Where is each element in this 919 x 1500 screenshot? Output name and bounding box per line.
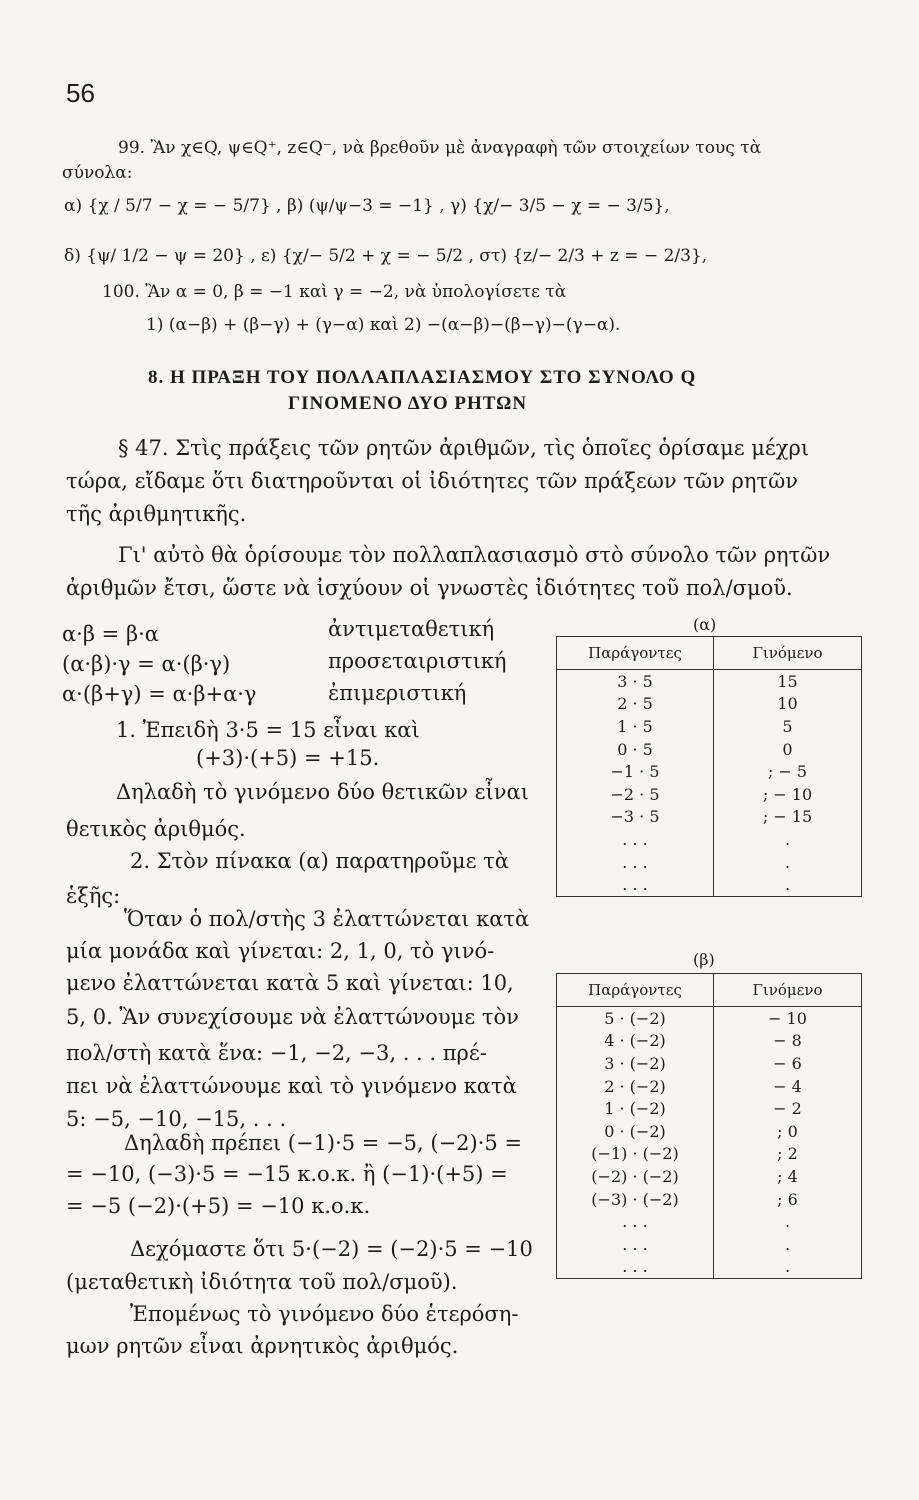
factors-cell: . . . [557, 828, 714, 851]
exercise-99-line1: 99. Ἂν χ∈Q, ψ∈Q⁺, z∈Q⁻, νὰ βρεθοῦν μὲ ἀναγραφὴ τῶν στοιχείων τους τὰ [118, 138, 762, 158]
product-cell: 0 [714, 738, 862, 761]
product-cell: ; 2 [714, 1143, 862, 1166]
product-cell: − 6 [714, 1052, 862, 1075]
table-a [556, 636, 862, 897]
formula-associative: (α·β)·γ = α·(β·γ) [62, 652, 231, 676]
table-row [557, 738, 862, 761]
table-b-caption: (β) [693, 950, 715, 969]
factors-cell: . . . [557, 1233, 714, 1256]
product-cell: − 4 [714, 1075, 862, 1098]
text-line: πει νὰ ἐλαττώνουμε καὶ τὸ γινόμενο κατὰ [66, 1074, 517, 1098]
table-row [557, 828, 862, 851]
table-a-header-factors: Παράγοντες [557, 637, 714, 670]
factors-cell: −1 · 5 [557, 760, 714, 783]
factors-cell: 0 · (−2) [557, 1120, 714, 1143]
product-cell: ; 4 [714, 1165, 862, 1188]
product-cell: ; − 15 [714, 806, 862, 829]
table-b-header-product: Γινόμενο [714, 974, 862, 1007]
table-row [557, 1097, 862, 1120]
formula-distributive-name: ἐπιμεριστική [328, 681, 467, 705]
product-cell: 5 [714, 715, 862, 738]
exercise-99-line2: σύνολα: [62, 163, 133, 183]
table-row [557, 873, 862, 896]
table-row [557, 806, 862, 829]
table-row [557, 1075, 862, 1098]
factors-cell: 4 · (−2) [557, 1030, 714, 1053]
text-line: 5: −5, −10, −15, . . . [66, 1107, 287, 1131]
factors-cell: 5 · (−2) [557, 1007, 714, 1030]
product-cell: . [714, 851, 862, 874]
page-number: 56 [66, 78, 95, 108]
product-cell: 15 [714, 670, 862, 693]
paragraph-47-line3: τῆς ἀριθμητικῆς. [66, 502, 247, 526]
product-cell: − 2 [714, 1097, 862, 1120]
table-row [557, 1143, 862, 1166]
table-row [557, 1165, 862, 1188]
section-subtitle: ΓΙΝΟΜΕΝΟ ΔΥΟ ΡΗΤΩΝ [288, 393, 528, 414]
product-cell: . [714, 873, 862, 896]
table-row [557, 693, 862, 716]
factors-cell: . . . [557, 1210, 714, 1233]
paragraph-47-line2: τώρα, εἴδαμε ὅτι διατηροῦνται οἱ ἰδιότητες τῶν πράξεων τῶν ρητῶν [66, 469, 798, 493]
text-line: 2. Στὸν πίνακα (α) παρατηροῦμε τὰ [130, 849, 509, 873]
table-a-caption: (α) [693, 615, 717, 634]
text-line: Δηλαδὴ πρέπει (−1)·5 = −5, (−2)·5 = [124, 1131, 523, 1155]
table-row [557, 760, 862, 783]
table-row [557, 1007, 862, 1030]
product-cell: . [714, 1256, 862, 1279]
paragraph-47-line1: § 47. Στὶς πράξεις τῶν ρητῶν ἀριθμῶν, τὶς ὁποῖες ὁρίσαμε μέχρι [118, 436, 810, 460]
text-line: (+3)·(+5) = +15. [196, 746, 380, 770]
text-line: = −10, (−3)·5 = −15 κ.ο.κ. ἢ (−1)·(+5) = [66, 1162, 508, 1186]
text-line: μων ρητῶν εἶναι ἀρνητικὸς ἀριθμός. [66, 1334, 459, 1358]
text-line: 5, 0. Ἂν συνεχίσουμε νὰ ἐλαττώνουμε τὸν [66, 1005, 519, 1029]
formula-commutative-name: ἀντιμεταθετική [328, 617, 495, 641]
table-row [557, 715, 862, 738]
formula-commutative: α·β = β·α [62, 622, 159, 646]
formula-distributive: α·(β+γ) = α·β+α·γ [62, 682, 257, 706]
table-row [557, 1052, 862, 1075]
text-line: Δηλαδὴ τὸ γινόμενο δύο θετικῶν εἶναι [116, 780, 529, 804]
factors-cell: (−1) · (−2) [557, 1143, 714, 1166]
table-row [557, 783, 862, 806]
text-line: ἑξῆς: [66, 884, 121, 908]
table-row [557, 1256, 862, 1279]
product-cell: − 10 [714, 1007, 862, 1030]
factors-cell: 2 · (−2) [557, 1075, 714, 1098]
factors-cell: 1 · 5 [557, 715, 714, 738]
text-line: = −5 (−2)·(+5) = −10 κ.ο.κ. [66, 1194, 371, 1218]
factors-cell: −3 · 5 [557, 806, 714, 829]
table-row [557, 670, 862, 693]
exercise-100-line1: 100. Ἂν α = 0, β = −1 καὶ γ = −2, νὰ ὑπολογίσετε τὰ [102, 282, 567, 302]
factors-cell: 1 · (−2) [557, 1097, 714, 1120]
product-cell: . [714, 828, 862, 851]
factors-cell: 0 · 5 [557, 738, 714, 761]
product-cell: ; − 10 [714, 783, 862, 806]
exercise-100-line2: 1) (α−β) + (β−γ) + (γ−α) καὶ 2) −(α−β)−(β−γ)−(γ−α). [146, 315, 621, 335]
table-row [557, 1233, 862, 1256]
text-line: 1. Ἐπειδὴ 3·5 = 15 εἶναι καὶ [116, 718, 420, 742]
text-line: Ἐπομένως τὸ γινόμενο δύο ἑτερόση- [130, 1302, 519, 1326]
text-line: Δεχόμαστε ὅτι 5·(−2) = (−2)·5 = −10 [130, 1237, 533, 1261]
table-row [557, 1030, 862, 1053]
table-a-header-product: Γινόμενο [714, 637, 862, 670]
factors-cell: . . . [557, 851, 714, 874]
product-cell: . [714, 1210, 862, 1233]
factors-cell: . . . [557, 1256, 714, 1279]
factors-cell: 3 · 5 [557, 670, 714, 693]
text-line: θετικὸς ἀριθμός. [66, 817, 246, 841]
text-line: (μεταθετικὴ ἰδιότητα τοῦ πολ/σμοῦ). [66, 1270, 458, 1294]
text-line: πολ/στὴ κατὰ ἕνα: −1, −2, −3, . . . πρέ- [66, 1041, 487, 1065]
product-cell: 10 [714, 693, 862, 716]
product-cell: . [714, 1233, 862, 1256]
factors-cell: (−3) · (−2) [557, 1188, 714, 1211]
section-title: 8. Η ΠΡΑΞΗ ΤΟΥ ΠΟΛΛΑΠΛΑΣΙΑΣΜΟΥ ΣΤΟ ΣΥΝΟΛΟ Q [148, 367, 697, 388]
paragraph-2-line2: ἀριθμῶν ἔτσι, ὥστε νὰ ἰσχύουν οἱ γνωστὲς ἰδιότητες τοῦ πολ/σμοῦ. [66, 576, 793, 600]
formula-associative-name: προσεταιριστική [328, 649, 507, 673]
table-b [556, 973, 862, 1279]
table-row [557, 1120, 862, 1143]
exercise-99-line3: α) {χ / 5/7 − χ = − 5/7} , β) (ψ/ψ−3 = −1} , γ) {χ/− 3/5 − χ = − 3/5}, [64, 196, 670, 216]
product-cell: ; 0 [714, 1120, 862, 1143]
paragraph-2-line1: Γι' αὐτὸ θὰ ὁρίσουμε τὸν πολλαπλασιασμὸ στὸ σύνολο τῶν ρητῶν [118, 543, 831, 567]
product-cell: ; − 5 [714, 760, 862, 783]
factors-cell: 2 · 5 [557, 693, 714, 716]
text-line: μία μονάδα καὶ γίνεται: 2, 1, 0, τὸ γινό- [66, 939, 495, 963]
text-line: μενο ἐλαττώνεται κατὰ 5 καὶ γίνεται: 10, [66, 971, 514, 995]
factors-cell: (−2) · (−2) [557, 1165, 714, 1188]
text-line: Ὅταν ὁ πολ/στὴς 3 ἐλαττώνεται κατὰ [124, 907, 530, 931]
factors-cell: 3 · (−2) [557, 1052, 714, 1075]
table-row [557, 1210, 862, 1233]
table-row [557, 1188, 862, 1211]
exercise-99-line4: δ) {ψ/ 1/2 − ψ = 20} , ε) {χ/− 5/2 + χ = − 5/2 , στ) {z/− 2/3 + z = − 2/3}, [64, 246, 708, 266]
product-cell: − 8 [714, 1030, 862, 1053]
product-cell: ; 6 [714, 1188, 862, 1211]
factors-cell: . . . [557, 873, 714, 896]
table-row [557, 851, 862, 874]
factors-cell: −2 · 5 [557, 783, 714, 806]
table-b-header-factors: Παράγοντες [557, 974, 714, 1007]
